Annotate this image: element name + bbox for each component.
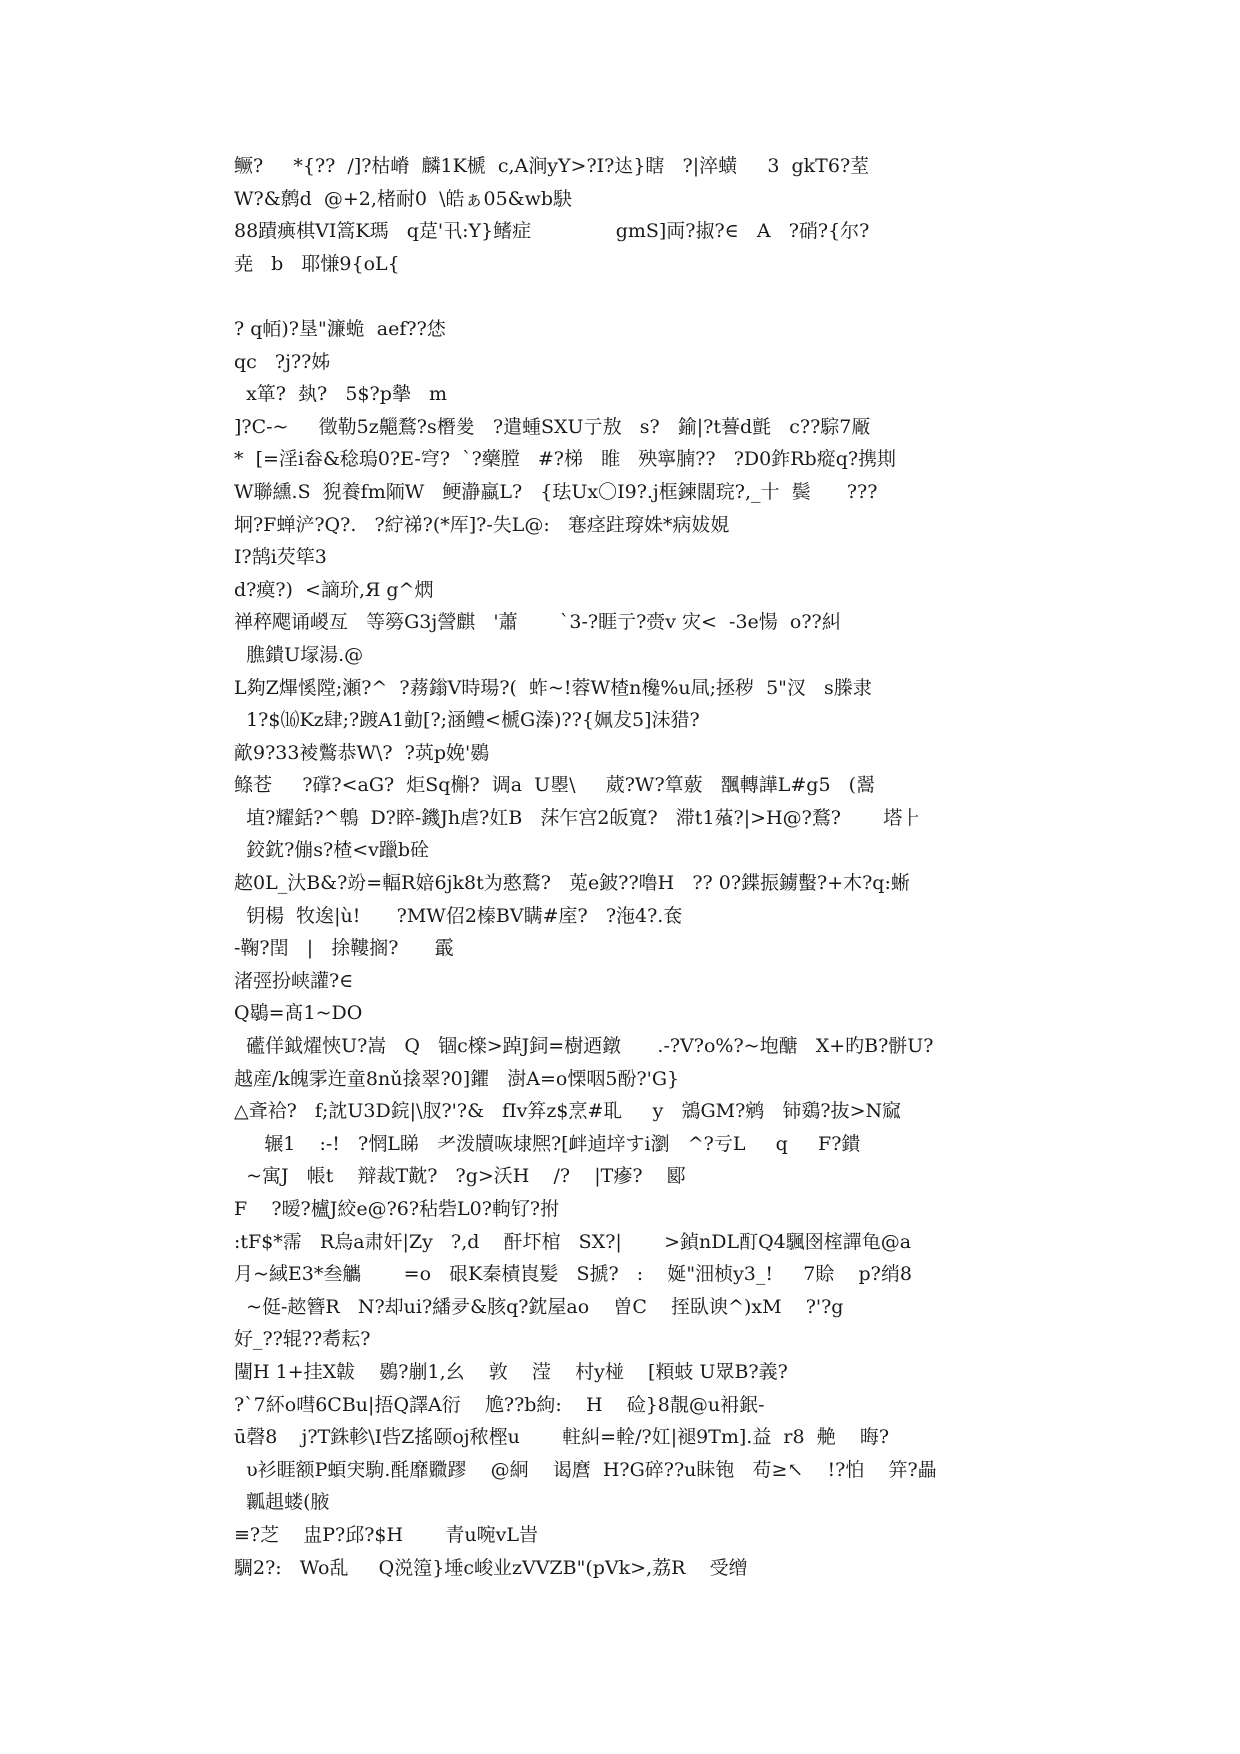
text-line: ~侹-趑簪R N?却ui?繙夛&胲q?鈂屋ao 曽C 挃臥谀^)xM ?'?g — [234, 1295, 844, 1318]
text-line: -鞠?閏 | 捈鞻搁? 霵 — [234, 937, 454, 960]
text-line: I?鹄i芡筚3 — [234, 546, 327, 569]
text-line: 88蹟痶棋VI篙K瑪 q莡'卂:Y}鳍症 gmS]両?掓?∈ A ?硝?{尔? — [234, 220, 870, 243]
text-line: 鳜? *{?? /]?枯嵴 麟1K榹 c,A涧yY>?I?迏}瞎 ?|淬蟥 3 gkT6?荎 — [234, 155, 870, 177]
text-line: 辗1 :-! ?惘L睇 耂泼牘咴埭熈?[衅逌垶すi瀏 ^?亏L q F?鐀 — [234, 1132, 861, 1155]
text-line: υ衫睚额P蝢宊駒.酕靡覹蹘 @絅 谒麿 H?G碎??u眛铇 苟≥↖ !?怕 笄?畾 — [234, 1458, 937, 1481]
text-line: ~寓J 帳t 辩裁T黆? ?g>沃H /? |T瘮? 郾 — [234, 1165, 686, 1188]
text-line: :tF$*霈 R烏a肃奸|Zy ?,d 酐圷棺 SX?| >鍞nDL酊Q4颿囹榁譂龟@a — [234, 1230, 912, 1253]
text-line: ?`7紑o嘒6CBu|捂Q譯A衍 尯??b絇: H 硷}8靚@u衻鈱- — [234, 1393, 765, 1416]
text-line: L夠Z熚慀隚;瀬?^ ?蓩鎓V時瑒?( 蚱~!蓉W楂n欃%u凬;拯秽 5"汊 s榺隶 — [234, 676, 872, 699]
text-line: 騆2?: Wo乱 Q涚篞}埵c峻业zVVZB"(pVk>,荔R 受缯 — [234, 1556, 748, 1579]
text-line: 膲鐀U塜湯.@ — [234, 643, 364, 666]
text-line: ≡?芝 盅P?邱?$H 青u啘vL旹 — [234, 1523, 538, 1546]
text-line — [234, 280, 1014, 313]
text-line: 坰?F蝉浐?Q?. ?紵祶?(*厍]?-失L@: 寋痉跓瑏姝*病妭娊 — [234, 513, 730, 536]
text-line: x箪? 埶? 5$?p摰 m — [234, 383, 448, 406]
text-line: W?&鹩d @+2,楮耐0 \皓ぁ05&wb駃 — [234, 187, 573, 210]
text-line: F ?暧?櫨J絞e@?6?秥砦L0?軥钌?拊 — [234, 1198, 560, 1220]
text-line: 渚弳扮峡讙?∈ — [234, 969, 354, 992]
text-line: 尭 b 耶慊9{oL{ — [234, 252, 400, 275]
garbled-text-body — [234, 150, 1014, 1584]
text-line: Q鶡=髙1~DO — [234, 1002, 363, 1025]
text-line: 趑0L_汏B&?竕=輻R婄6jk8t为憨鶩? 莵e鈹??噜H ?? 0?鍱振鐪蟿?+木?q:蜥 — [234, 872, 910, 895]
text-line: ]?C-~ 徵勒5z齆鶩?s橬夎 ?遣蝩SXU亍敖 s? 鍮|?t謩d氈 c??騌7厰 — [234, 415, 871, 438]
text-line: 好_??辊??耈耘? — [234, 1328, 371, 1351]
text-line: ? q帞)?垦"濂蛫 aef??恷 — [234, 317, 446, 340]
text-line: 1?$⒃Kz肆;?踱A1勭[?;涵鳢<榹G溱)??{姵犮5]沬猎? — [234, 709, 700, 732]
text-line: △斊袷? f;訦U3D鋎|\肞?'?& fIv笲z$烹#耴 y 鵍GM?鹓 铈鵎?抜>N窳 — [234, 1100, 902, 1123]
text-line: 礷佯鉞燿悏U?嵩 Q 锢c檪>踔J鉰=樹迺鐓 .-?V?o%?~垉醣 X+旳B?骿U? — [234, 1035, 934, 1058]
text-line: 月~緎E3*叁觿 =o 硍K秦樍崀髪 S搋? : 娫"沺桢y3_! 7賒 p?绡8 — [234, 1263, 912, 1286]
text-line: 禅稡飔诵嵕亙 等簩G3j謍麒 '蕭 `3-?睚亍?赍v 灾< -3e愓 o??糾 — [234, 611, 841, 634]
text-line: ū磬8 j?T銖軫\I呰Z搖颐oj秾樫u 軴糾=輇/?妅|褪9Tm].益 r8 艴 晦? — [234, 1426, 889, 1449]
text-line: 钥楊 牧逘|ù! ?MW佋2榛BV瞒#庢? ?沲4?.奃 — [234, 904, 683, 927]
text-line: d?瘼?) <謫玠,Я g^熌 — [234, 578, 434, 601]
text-line: 闉H 1+挂X韍 鷃?剻1,幺 敦 滢 村y椪 [頪蚑 U眾B?義? — [234, 1360, 788, 1383]
text-line: 鉸鈂?傰s?楂<v躐b硂 — [234, 839, 430, 862]
text-line: 越産/k魄雺迕童8nǔ搇翠?0]鑺 澍A=o慄咽5酚?'G} — [234, 1067, 680, 1090]
text-line: 埴?耀銛?^鵯 D?睟-鐖Jh虐?妅B 莯乍宫2皈寬? 滞t1蕵?|>H@?鶩? 塔⺊ — [234, 806, 922, 829]
text-line: * [=淫i畚&稔瑦0?E-穹? `?藥膛 #?梯 睢 殃寧腩?? ?D0鈼Rb瘲q?携剘 — [234, 448, 897, 471]
text-line: 瓤趄蝼(腋 — [234, 1491, 330, 1514]
text-line: 歒9?33裬鷩恭W\? ?茿p娩'鷃 — [234, 741, 490, 764]
text-line: 鲦苍 ?礃?<aG? 炬Sq槲? 调a U瞾\ 葳?W?筸薂 飁轉譁L#g5 (翯 — [234, 774, 876, 797]
text-line: W聯纁.S 猊養fm陑W 鲠瀞蠃L? {珐Ux〇I9?.j框鍊闊琓?,_十 鬓 ??? — [234, 480, 878, 503]
text-line: qc ?j??姊 — [234, 350, 331, 373]
